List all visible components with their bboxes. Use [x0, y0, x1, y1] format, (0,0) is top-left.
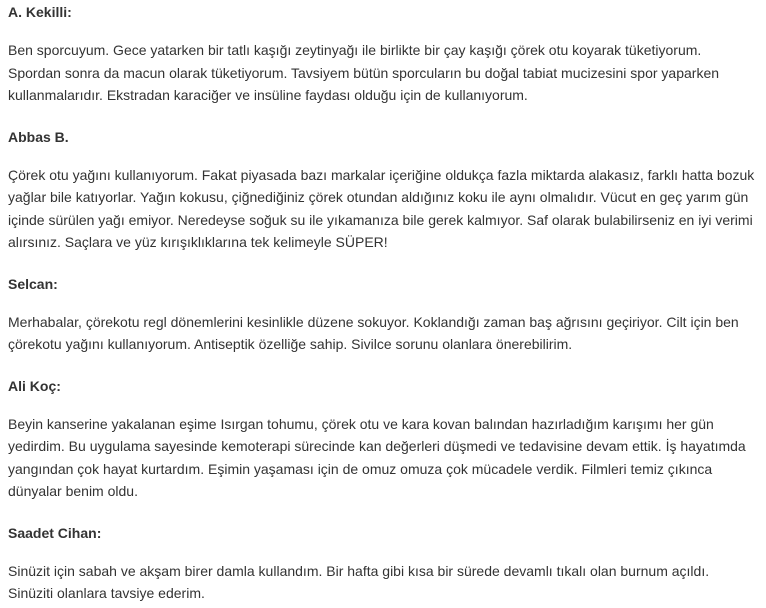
review-item: [8, 272, 758, 374]
review-text: Beyin kanserine yakalanan eşime Isırgan tohumu, çörek otu ve kara kovan balından hazırladığım karışımı her gün yedirdim. Bu uygulama sayesinde kemoterapi sürecinde kan değerleri düşmedi ve tedavisine devam ettik. İş hayatımda yangından çok hayat kurtardım. Eşimin yaşaması için de omuz omuza çok mücadele verdik. Filmleri temiz çıkınca dünyalar benim oldu.: [8, 415, 746, 499]
review-author: Ali Koç:: [8, 377, 61, 394]
review-author: Abbas B.: [8, 128, 69, 145]
review-author: Selcan:: [8, 275, 58, 292]
reviews-page: [8, 0, 758, 605]
review-item: [8, 521, 758, 605]
review-author: Saadet Cihan:: [8, 524, 102, 541]
review-text: Çörek otu yağını kullanıyorum. Fakat piyasada bazı markalar içeriğine oldukça fazla miktarda alakasız, farklı hatta bozuk yağlar bile katıyorlar. Yağın kokusu, çiğnediğiniz çörek otundan aldığınız koku ile aynı olmalıdır. Vücut en geç yarım gün içinde sürülen yağı emiyor. Neredeyse soğuk su ile yıkamanıza bile gerek kalmıyor. Saf olarak bulabilirseniz en iyi verimi alırsınız. Saçlara ve yüz kırışıklıklarına tek kelimeyle SÜPER!: [8, 166, 755, 250]
review-item: [8, 374, 758, 521]
review-item: [8, 125, 758, 272]
review-author: A. Kekilli:: [8, 4, 72, 20]
review-text: Ben sporcuyum. Gece yatarken bir tatlı kaşığı zeytinyağı ile birlikte bir çay kaşığı çörek otu koyarak tüketiyorum. Spordan sonra da macun olarak tüketiyorum. Tavsiyem bütün sporcuların bu doğal tabiat mucizesini spor yaparken kullanmalarıdır. Ekstradan karaciğer ve insüline faydası olduğu için de kullanıyorum.: [8, 42, 720, 103]
review-text: Merhabalar, çörekotu regl dönemlerini kesinlikle düzene sokuyor. Koklandığı zaman baş ağrısını geçiriyor. Cilt için ben çörekotu yağını kullanıyorum. Antiseptik özelliğe sahip. Sivilce sorunu olanlara önerebilirim.: [8, 313, 739, 352]
review-text: Sinüzit için sabah ve akşam birer damla kullandım. Bir hafta gibi kısa bir sürede devamlı tıkalı olan burnum açıldı. Sinüziti olanlara tavsiye ederim.: [8, 562, 710, 601]
review-item: [8, 0, 758, 125]
